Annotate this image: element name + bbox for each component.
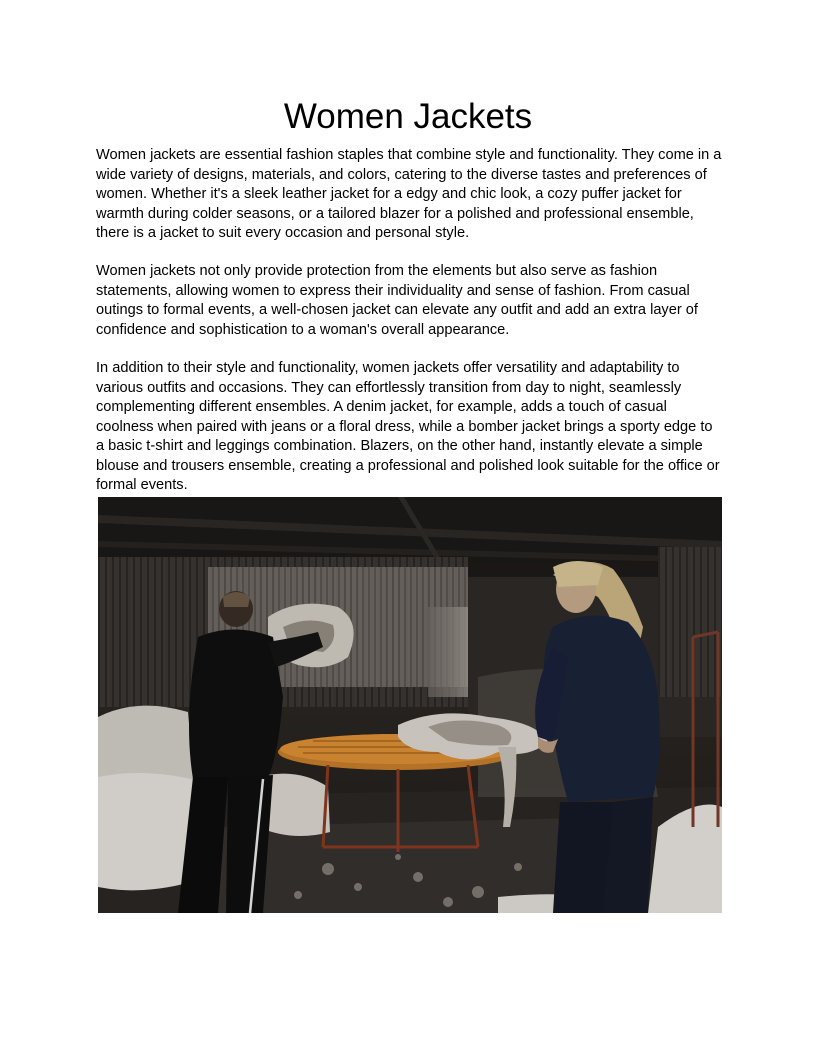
photo-illustration bbox=[98, 497, 722, 913]
paragraph-3: In addition to their style and functionality, women jackets offer versatility and adaptability to various outfits and occasions. They can effortlessly transition from day to night, seamlessly complementing different ensembles. A denim jacket, for example, adds a touch of casual coolness when paired with jeans or a floral dress, while a bomber jacket brings a sporty edge to a basic t-shirt and leggings combination. Blazers, on the other hand, instantly elevate a simple blouse and trousers ensemble, creating a professional and polished look suitable for the office or formal events. bbox=[96, 360, 720, 493]
document-title: Women Jackets bbox=[283, 97, 533, 136]
wool-shed-photo bbox=[98, 497, 722, 913]
paragraph-2: Women jackets not only provide protection from the elements but also serve as fashion statements, allowing women to express their individuality and sense of fashion. From casual outings to formal events, a well-chosen jacket can elevate any outfit and add an extra layer of confidence and sophistication to a woman's overall appearance. bbox=[96, 263, 698, 338]
paragraph-1: Women jackets are essential fashion staples that combine style and functionality. They come in a wide variety of designs, materials, and colors, catering to the diverse tastes and preferences of women. Whether it's a sleek leather jacket for a edgy and chic look, a cozy puffer jacket for warmth during colder seasons, or a tailored blazer for a polished and professional ensemble, there is a jacket to suit every occasion and personal style. bbox=[96, 147, 722, 241]
